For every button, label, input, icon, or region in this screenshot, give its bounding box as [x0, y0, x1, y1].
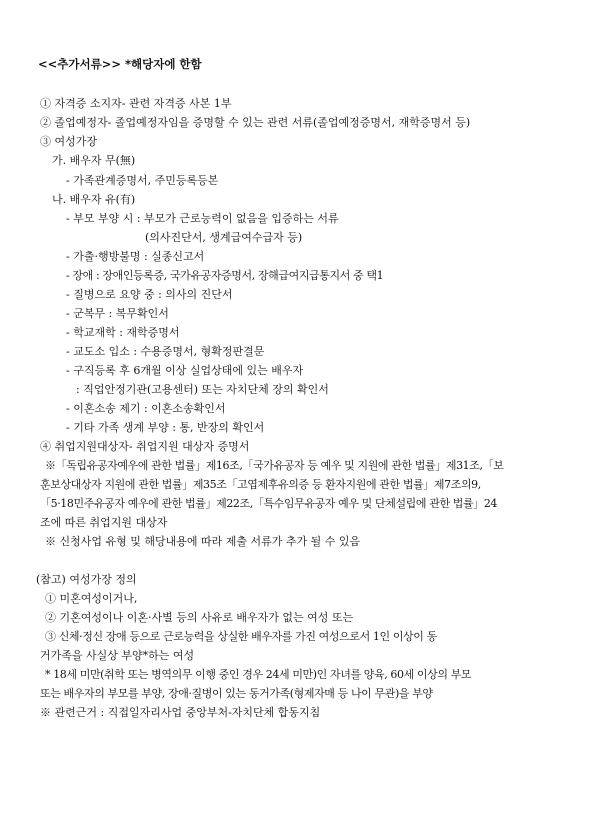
reference-basis: ※ 관련근거 : 직접일자리사업 중앙부처-자치단체 합동지침	[40, 706, 321, 719]
doc-other-support: - 기타 가족 생계 부양 : 통, 반장의 확인서	[66, 421, 265, 434]
doc-illness: - 질병으로 요양 중 : 의사의 진단서	[66, 288, 233, 301]
note-law-line-4: 조에 따른 취업지원 대상자	[40, 516, 168, 529]
item-female-householder: ③ 여성가장	[40, 135, 98, 148]
sub-no-spouse-docs: - 가족관계증명서, 주민등록등본	[66, 174, 219, 187]
note-law-line-2: 훈보상대상자 지원에 관한 법률」제35조「고엽제후유의증 등 환자지원에 관한 법률」제7조의9,	[40, 478, 481, 491]
doc-disability: - 장애 : 장애인등록증, 국가유공자증명서, 장해급여지급통지서 중 택1	[66, 269, 384, 282]
item-expected-graduate: ② 졸업예정자- 졸업예정자임을 증명할 수 있는 관련 서류(졸업예정증명서, 재학증명서 등)	[40, 116, 471, 129]
sub-with-spouse: 나. 배우자 유(有)	[52, 193, 136, 206]
reference-def-3-cont: 거가족을 사실상 부양*하는 여성	[40, 649, 195, 662]
doc-missing: - 가출·행방불명 : 실종신고서	[66, 250, 205, 263]
reference-def-3: ③ 신체·정신 장애 등으로 근로능력을 상실한 배우자를 가진 여성으로서 1인 이상이 동	[45, 630, 437, 643]
reference-footnote-2: 또는 배우자의 부모를 부양, 장애·질병이 있는 동거가족(형제자매 등 나이 무관)을 부양	[40, 687, 433, 700]
note-additional-docs: ※ 신청사업 유형 및 해당내용에 따라 제출 서류가 추가 될 수 있음	[45, 535, 361, 548]
reference-def-1: ① 미혼여성이거나,	[45, 592, 138, 605]
note-law-line-3: 「5·18민주유공자 예우에 관한 법률」제22조,「특수임무유공자 예우 및 단체설립에 관한 법률」24	[40, 497, 498, 510]
item-employment-support: ④ 취업지원대상자- 취업지원 대상자 증명서	[40, 440, 250, 453]
reference-footnote-1: * 18세 미만(취학 또는 병역의무 이행 중인 경우 24세 미만)인 자녀를 양육, 60세 이상의 부모	[45, 668, 472, 681]
doc-school: - 학교재학 : 재학증명서	[66, 326, 180, 339]
doc-job-seeking-detail: : 직업안정기관(고용센터) 또는 자치단체 장의 확인서	[76, 383, 329, 396]
doc-job-seeking: - 구직등록 후 6개월 이상 실업상태에 있는 배우자	[66, 364, 304, 377]
doc-parent-support-detail: (의사진단서, 생계급여수급자 등)	[145, 231, 303, 244]
reference-heading: (참고) 여성가장 정의	[36, 573, 137, 586]
note-law-line-1: ※「독립유공자예우에 관한 법률」제16조,「국가유공자 등 예우 및 지원에 관한 법률」제31조,「보	[45, 459, 504, 472]
section-title: <<추가서류>> *해당자에 한함	[38, 57, 202, 71]
doc-prison: - 교도소 입소 : 수용증명서, 형확정판결문	[66, 345, 265, 358]
doc-parent-support: - 부모 부양 시 : 부모가 근로능력이 없음을 입증하는 서류	[66, 212, 339, 225]
item-certificate-holder: ① 자격증 소지자- 관련 자격증 사본 1부	[40, 97, 232, 110]
doc-military: - 군복무 : 복무확인서	[66, 307, 169, 320]
reference-def-2: ② 기혼여성이나 이혼·사별 등의 사유로 배우자가 없는 여성 또는	[45, 611, 354, 624]
doc-divorce: - 이혼소송 제기 : 이혼소송확인서	[66, 402, 226, 415]
sub-no-spouse: 가. 배우자 무(無)	[52, 154, 136, 167]
